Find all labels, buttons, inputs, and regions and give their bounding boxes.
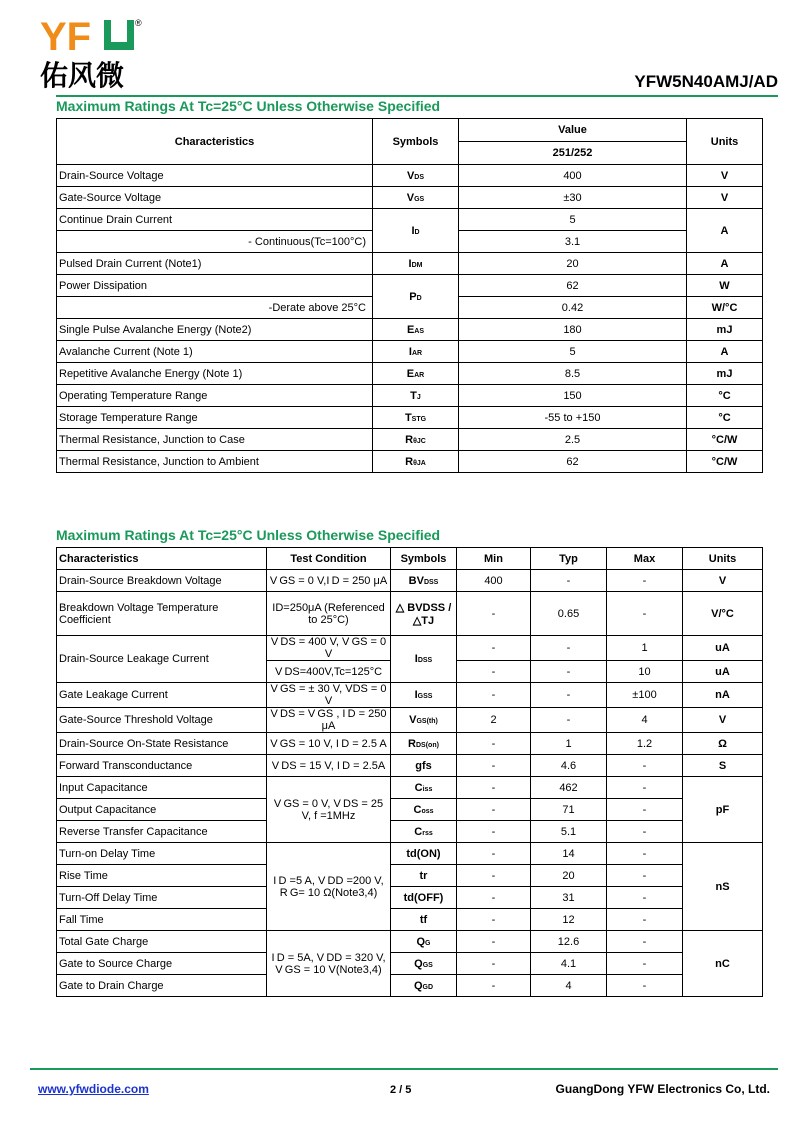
table-row [57,363,763,385]
cell-unit: V [683,708,763,733]
cell-max: - [607,975,683,997]
cell-sym: IAR [373,341,459,363]
cell-test: V GS = ± 30 V, VDS = 0 V [267,683,391,708]
cell-sym: ID [373,209,459,253]
cell-typ: 4.1 [531,953,607,975]
cell-unit: °C [687,407,763,429]
cell-unit: V [687,187,763,209]
electrical-characteristics-table [56,547,763,997]
svg-text:佑风微: 佑风微 [40,59,125,90]
cell-char: Turn-on Delay Time [57,843,267,865]
cell-min: - [457,865,531,887]
table-row [57,708,763,733]
cell-sym: RDS(on) [391,733,457,755]
cell-max: - [607,592,683,636]
cell-sym: TJ [373,385,459,407]
cell-val: 5 [459,341,687,363]
table-row [57,683,763,708]
page-number: 2 / 5 [390,1084,412,1096]
cell-min: - [457,975,531,997]
cell-unit: A [687,253,763,275]
col-value-sub: 251/252 [459,142,687,165]
col-min: Min [457,548,531,570]
company-logo [38,10,158,90]
table-row [57,570,763,592]
cell-test: V DS=400V,Tc=125°C [267,661,391,683]
table-row [57,777,763,799]
cell-unit: W/°C [687,297,763,319]
cell-min: - [457,777,531,799]
cell-sym: tf [391,909,457,931]
cell-char: Output Capacitance [57,799,267,821]
cell-typ: 12 [531,909,607,931]
cell-max: 10 [607,661,683,683]
cell-typ: 71 [531,799,607,821]
cell-unit: W [687,275,763,297]
cell-char: Thermal Resistance, Junction to Case [57,429,373,451]
cell-val: 62 [459,451,687,473]
cell-sym: IDM [373,253,459,275]
cell-test: V GS = 0 V, V DS = 25 V, f =1MHz [267,777,391,843]
cell-unit: Ω [683,733,763,755]
cell-val: -55 to +150 [459,407,687,429]
cell-sym: EAS [373,319,459,341]
col-symbols: Symbols [391,548,457,570]
cell-char: Drain-Source Breakdown Voltage [57,570,267,592]
cell-typ: 0.65 [531,592,607,636]
svg-text:®: ® [135,18,142,28]
cell-unit: uA [683,661,763,683]
cell-max: - [607,865,683,887]
col-max: Max [607,548,683,570]
cell-typ: 14 [531,843,607,865]
cell-sym: TSTG [373,407,459,429]
cell-char: Drain-Source Leakage Current [57,636,267,683]
table-row [57,187,763,209]
cell-test: V DS = V GS , I D = 250 μA [267,708,391,733]
cell-sym: Crss [391,821,457,843]
cell-sym: td(OFF) [391,887,457,909]
cell-typ: 4 [531,975,607,997]
cell-unit: V [683,570,763,592]
cell-unit: °C [687,385,763,407]
cell-val: 180 [459,319,687,341]
table-row [57,636,763,661]
cell-min: - [457,661,531,683]
cell-sym: QGS [391,953,457,975]
cell-test: V GS = 10 V, I D = 2.5 A [267,733,391,755]
cell-char: Continue Drain Current [57,209,373,231]
cell-min: - [457,755,531,777]
col-test: Test Condition [267,548,391,570]
cell-char: Breakdown Voltage Temperature Coefficient [57,592,267,636]
table-row [57,165,763,187]
cell-char: Single Pulse Avalanche Energy (Note2) [57,319,373,341]
cell-char: Pulsed Drain Current (Note1) [57,253,373,275]
col-symbols: Symbols [373,119,459,165]
cell-val: 400 [459,165,687,187]
cell-char: Drain-Source On-State Resistance [57,733,267,755]
cell-char: Forward Transconductance [57,755,267,777]
cell-test: V DS = 400 V, V GS = 0 V [267,636,391,661]
cell-min: - [457,592,531,636]
table-row [57,253,763,275]
cell-unit: A [687,341,763,363]
cell-min: 2 [457,708,531,733]
cell-sym: Ciss [391,777,457,799]
cell-typ: 12.6 [531,931,607,953]
cell-char: Gate to Source Charge [57,953,267,975]
cell-char: -Derate above 25°C [57,297,373,319]
section2-title: Maximum Ratings At Tc=25°C Unless Otherwise Specified [56,527,441,543]
cell-typ: - [531,683,607,708]
table-row [57,341,763,363]
col-units: Units [683,548,763,570]
cell-sym: tr [391,865,457,887]
cell-unit: nA [683,683,763,708]
cell-max: ±100 [607,683,683,708]
table-row [57,887,763,909]
cell-unit: V [687,165,763,187]
cell-min: - [457,799,531,821]
cell-max: - [607,799,683,821]
company-name: GuangDong YFW Electronics Co, Ltd. [555,1082,770,1096]
cell-unit: nC [683,931,763,997]
cell-val: 0.42 [459,297,687,319]
cell-test: I D =5 A, V DD =200 V, R G= 10 Ω(Note3,4) [267,843,391,931]
cell-min: - [457,953,531,975]
table-row [57,909,763,931]
cell-char: Thermal Resistance, Junction to Ambient [57,451,373,473]
table-row [57,865,763,887]
cell-unit: S [683,755,763,777]
cell-char: Gate Leakage Current [57,683,267,708]
cell-min: - [457,733,531,755]
cell-char: Gate-Source Threshold Voltage [57,708,267,733]
col-typ: Typ [531,548,607,570]
table-row [57,931,763,953]
cell-unit: uA [683,636,763,661]
cell-sym: QG [391,931,457,953]
cell-sym: Coss [391,799,457,821]
col-characteristics: Characteristics [57,548,267,570]
table-row [57,275,763,297]
cell-val: ±30 [459,187,687,209]
table-row [57,843,763,865]
cell-typ: - [531,570,607,592]
cell-char: Power Dissipation [57,275,373,297]
footer-rule [30,1068,778,1070]
cell-typ: - [531,661,607,683]
cell-char: Fall Time [57,909,267,931]
max-ratings-table [56,118,763,473]
table-row [57,209,763,231]
col-units: Units [687,119,763,165]
cell-max: 1.2 [607,733,683,755]
cell-max: 4 [607,708,683,733]
cell-val: 8.5 [459,363,687,385]
cell-sym: td(ON) [391,843,457,865]
cell-char: Input Capacitance [57,777,267,799]
cell-sym: VGS(th) [391,708,457,733]
col-value: Value [459,119,687,142]
table-row [57,821,763,843]
cell-unit: A [687,209,763,253]
table-row [57,733,763,755]
cell-min: 400 [457,570,531,592]
cell-sym: VDS [373,165,459,187]
cell-min: - [457,909,531,931]
cell-max: - [607,843,683,865]
cell-typ: 4.6 [531,755,607,777]
table-row [57,755,763,777]
cell-char: Rise Time [57,865,267,887]
cell-min: - [457,821,531,843]
cell-char: Total Gate Charge [57,931,267,953]
cell-max: - [607,821,683,843]
cell-typ: 20 [531,865,607,887]
cell-char: Repetitive Avalanche Energy (Note 1) [57,363,373,385]
table-row [57,429,763,451]
cell-unit: mJ [687,363,763,385]
cell-max: - [607,777,683,799]
cell-val: 62 [459,275,687,297]
cell-char: Reverse Transfer Capacitance [57,821,267,843]
table-row [57,407,763,429]
cell-sym: PD [373,275,459,319]
section1-title: Maximum Ratings At Tc=25°C Unless Otherwise Specified [56,98,441,114]
cell-sym: RθJA [373,451,459,473]
cell-val: 20 [459,253,687,275]
cell-max: 1 [607,636,683,661]
cell-unit: nS [683,843,763,931]
cell-val: 5 [459,209,687,231]
cell-char: Gate-Source Voltage [57,187,373,209]
website-link[interactable]: www.yfwdiode.com [38,1082,149,1096]
cell-char: Drain-Source Voltage [57,165,373,187]
cell-max: - [607,887,683,909]
cell-unit: °C/W [687,429,763,451]
cell-val: 3.1 [459,231,687,253]
cell-min: - [457,843,531,865]
cell-max: - [607,755,683,777]
cell-typ: - [531,708,607,733]
cell-sym: RθJC [373,429,459,451]
col-characteristics: Characteristics [57,119,373,165]
cell-char: Gate to Drain Charge [57,975,267,997]
cell-char: - Continuous(Tc=100°C) [57,231,373,253]
cell-min: - [457,636,531,661]
cell-char: Storage Temperature Range [57,407,373,429]
cell-max: - [607,570,683,592]
cell-sym: △ BVDSS /△TJ [391,592,457,636]
cell-max: - [607,931,683,953]
table-row [57,953,763,975]
cell-min: - [457,931,531,953]
cell-unit: °C/W [687,451,763,473]
cell-sym: BVDSS [391,570,457,592]
cell-char: Turn-Off Delay Time [57,887,267,909]
cell-char: Operating Temperature Range [57,385,373,407]
part-number: YFW5N40AMJ/AD [634,72,778,91]
cell-typ: 5.1 [531,821,607,843]
cell-unit: V/°C [683,592,763,636]
table-row [57,975,763,997]
cell-typ: 1 [531,733,607,755]
cell-val: 2.5 [459,429,687,451]
cell-val: 150 [459,385,687,407]
cell-sym: VGS [373,187,459,209]
cell-typ: - [531,636,607,661]
cell-min: - [457,887,531,909]
table-row [57,592,763,636]
cell-min: - [457,683,531,708]
table-row [57,319,763,341]
cell-sym: gfs [391,755,457,777]
cell-test: I D = 5A, V DD = 320 V, V GS = 10 V(Note3,4) [267,931,391,997]
cell-char: Avalanche Current (Note 1) [57,341,373,363]
table-row [57,385,763,407]
svg-text:YF: YF [40,15,92,59]
cell-test: ID=250μA (Referenced to 25°C) [267,592,391,636]
cell-max: - [607,953,683,975]
cell-sym: EAR [373,363,459,385]
table-row [57,799,763,821]
cell-sym: QGD [391,975,457,997]
cell-typ: 31 [531,887,607,909]
cell-typ: 462 [531,777,607,799]
cell-unit: mJ [687,319,763,341]
cell-test: V DS = 15 V, I D = 2.5A [267,755,391,777]
cell-unit: pF [683,777,763,843]
table-row [57,451,763,473]
cell-test: V GS = 0 V,I D = 250 μA [267,570,391,592]
cell-sym: IGSS [391,683,457,708]
cell-sym: IDSS [391,636,457,683]
cell-max: - [607,909,683,931]
header-rule [56,95,778,97]
